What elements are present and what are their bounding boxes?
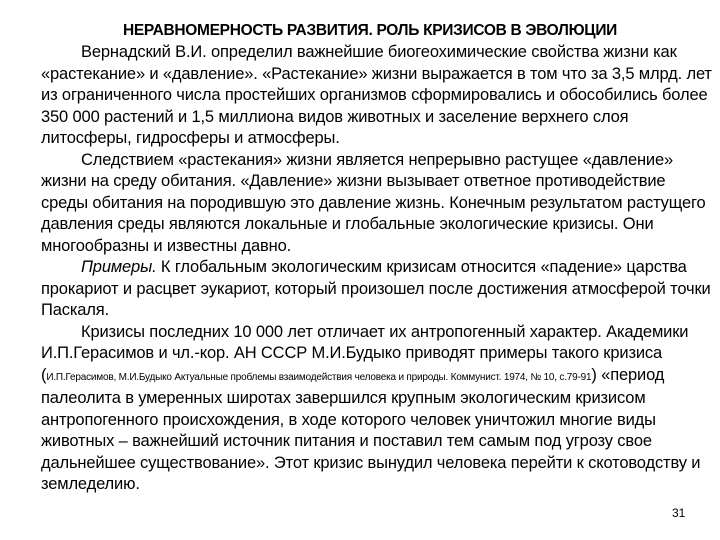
examples-text: К глобальным экологическим кризисам относится «падение» царства прокариот и расцвет эукариот, который произошел после достижения атмосферой точки Паскаля. <box>41 258 711 319</box>
paragraph-examples <box>41 257 713 322</box>
examples-lead: Примеры. <box>81 258 157 276</box>
page-number: 31 <box>672 506 686 520</box>
citation-reference: И.П.Герасимов, М.И.Будыко Актуальные проблемы взаимодействия человека и природы. Коммунист. 1974, № 10, с.79-91 <box>46 371 592 383</box>
paragraph-anthropogenic <box>41 322 713 496</box>
paragraph-pressure: Следствием «растекания» жизни является непрерывно растущее «давление» жизни на среду обитания. «Давление» жизни вызывает ответное противодействие среды обитания на породившую это давление жизнь. Конечным результатом растущего давления среды являются локальные и глобальные экологические кризисы. Они многообразны и известны давно. <box>41 150 706 255</box>
paragraph-vernadsky: Вернадский В.И. определил важнейшие биогеохимические свойства жизни как «растекание» и «давление». «Растекание» жизни выражается в том что за 3,5 млрд. лет из ограниченного числа простейших организмов сформировались и обособились более 350 000 растений и 1,5 миллиона видов животных и заселение верхнего слоя литосферы, гидросферы и атмосферы. <box>41 43 712 147</box>
slide-title: НЕРАВНОМЕРНОСТЬ РАЗВИТИЯ. РОЛЬ КРИЗИСОВ В ЭВОЛЮЦИИ <box>122 22 618 39</box>
anthropogenic-quote: ) «период палеолита в умеренных широтах завершился крупным экологическим кризисом антропогенного происхождения, в ходе которого человек уничтожил многие виды животных – важнейший источник питания и поставил тем самым под угрозу свое дальнейшее существование». Этот кризис вынудил человека перейти к скотоводству и земледелию. <box>41 365 701 493</box>
anthropogenic-text: Кризисы последних 10 000 лет отличает их антропогенный характер. Академики И.П.Герасимов и чл.-кор. АН СССР М.И.Будыко приводят примеры такого кризиса ( <box>41 322 689 384</box>
slide-body <box>41 42 713 496</box>
